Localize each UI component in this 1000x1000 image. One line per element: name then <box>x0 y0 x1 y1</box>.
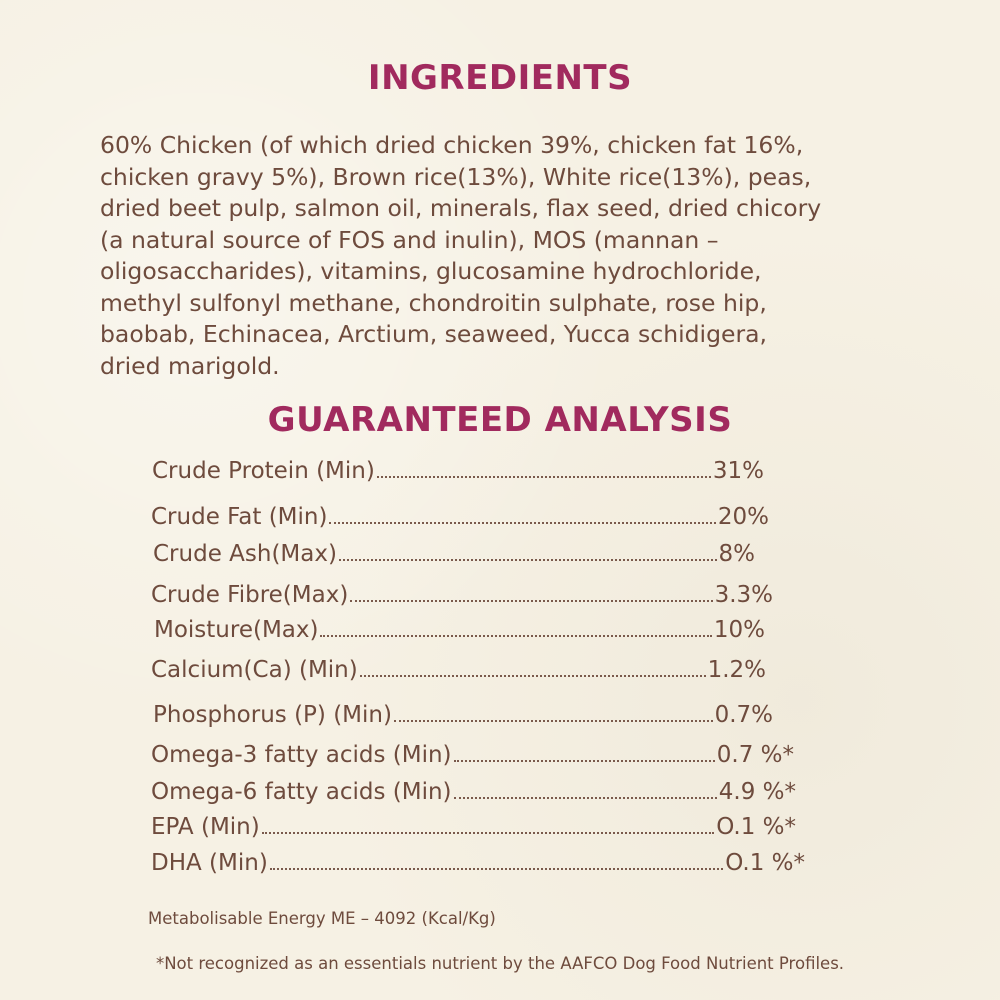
analysis-row-crude-fat <box>151 504 769 530</box>
ingredients-heading: INGREDIENTS <box>367 58 633 98</box>
dot-leader <box>377 476 711 478</box>
ingredients-line: (a natural source of FOS and inulin), MOS (mannan – <box>100 225 719 254</box>
dot-leader <box>320 635 711 637</box>
analysis-value: 10% <box>713 617 765 643</box>
metabolisable-energy: Metabolisable Energy ME – 4092 (Kcal/Kg) <box>148 909 496 928</box>
footnote: *Not recognized as an essentials nutrient by the AAFCO Dog Food Nutrient Profiles. <box>155 954 845 973</box>
dot-leader <box>262 832 714 834</box>
analysis-value: O.1 %* <box>725 850 805 876</box>
dot-leader <box>329 522 715 524</box>
ingredients-list <box>100 130 920 382</box>
analysis-label: Crude Ash(Max) <box>153 541 337 567</box>
analysis-label: Omega-6 fatty acids (Min) <box>151 779 452 805</box>
analysis-label: Crude Fat (Min) <box>151 504 328 530</box>
analysis-value: 0.7% <box>714 702 773 728</box>
analysis-row-crude-ash <box>153 541 755 567</box>
analysis-row-phosphorus <box>153 702 773 728</box>
guaranteed-analysis-heading: GUARANTEED ANALYSIS <box>267 400 733 440</box>
analysis-label: Omega-3 fatty acids (Min) <box>151 742 452 768</box>
analysis-label: Moisture(Max) <box>154 617 319 643</box>
dot-leader <box>454 760 715 762</box>
ingredients-line: 60% Chicken (of which dried chicken 39%, chicken fat 16%, <box>100 131 804 159</box>
analysis-value: 8% <box>718 541 755 567</box>
ingredients-line: baobab, Echinacea, Arctium, seaweed, Yucca schidigera, <box>100 320 767 348</box>
ingredients-line: dried marigold. <box>100 351 280 380</box>
analysis-label: Phosphorus (P) (Min) <box>153 702 392 728</box>
analysis-label: Crude Protein (Min) <box>152 458 375 484</box>
analysis-row-crude-protein <box>152 458 764 484</box>
ingredients-line: dried beet pulp, salmon oil, minerals, flax seed, dried chicory <box>100 194 822 222</box>
ingredients-line: chicken gravy 5%), Brown rice(13%), White rice(13%), peas, <box>100 162 812 191</box>
analysis-value: 31% <box>712 458 764 484</box>
analysis-row-omega-3 <box>151 742 794 768</box>
ingredients-line: methyl sulfonyl methane, chondroitin sulphate, rose hip, <box>100 288 767 317</box>
analysis-value: 20% <box>717 504 769 530</box>
analysis-row-omega-6 <box>151 779 796 805</box>
analysis-row-moisture <box>154 617 765 643</box>
dot-leader <box>454 797 717 799</box>
dot-leader <box>339 559 717 561</box>
analysis-value: 1.2% <box>707 657 766 683</box>
dot-leader <box>360 675 706 677</box>
analysis-label: DHA (Min) <box>151 850 268 876</box>
analysis-row-calcium <box>151 657 766 683</box>
dot-leader <box>350 600 712 602</box>
dot-leader <box>394 720 713 722</box>
dot-leader <box>270 868 723 870</box>
analysis-row-epa <box>151 814 796 840</box>
analysis-value: 3.3% <box>714 582 773 608</box>
analysis-value: O.1 %* <box>716 814 796 840</box>
analysis-value: 0.7 %* <box>716 742 794 768</box>
analysis-value: 4.9 %* <box>718 779 796 805</box>
analysis-label: Calcium(Ca) (Min) <box>151 657 358 683</box>
analysis-row-dha <box>151 850 805 876</box>
analysis-label: EPA (Min) <box>151 814 260 840</box>
ingredients-line: oligosaccharides), vitamins, glucosamine hydrochloride, <box>100 257 762 285</box>
analysis-label: Crude Fibre(Max) <box>151 582 349 608</box>
analysis-row-crude-fibre <box>151 582 773 608</box>
